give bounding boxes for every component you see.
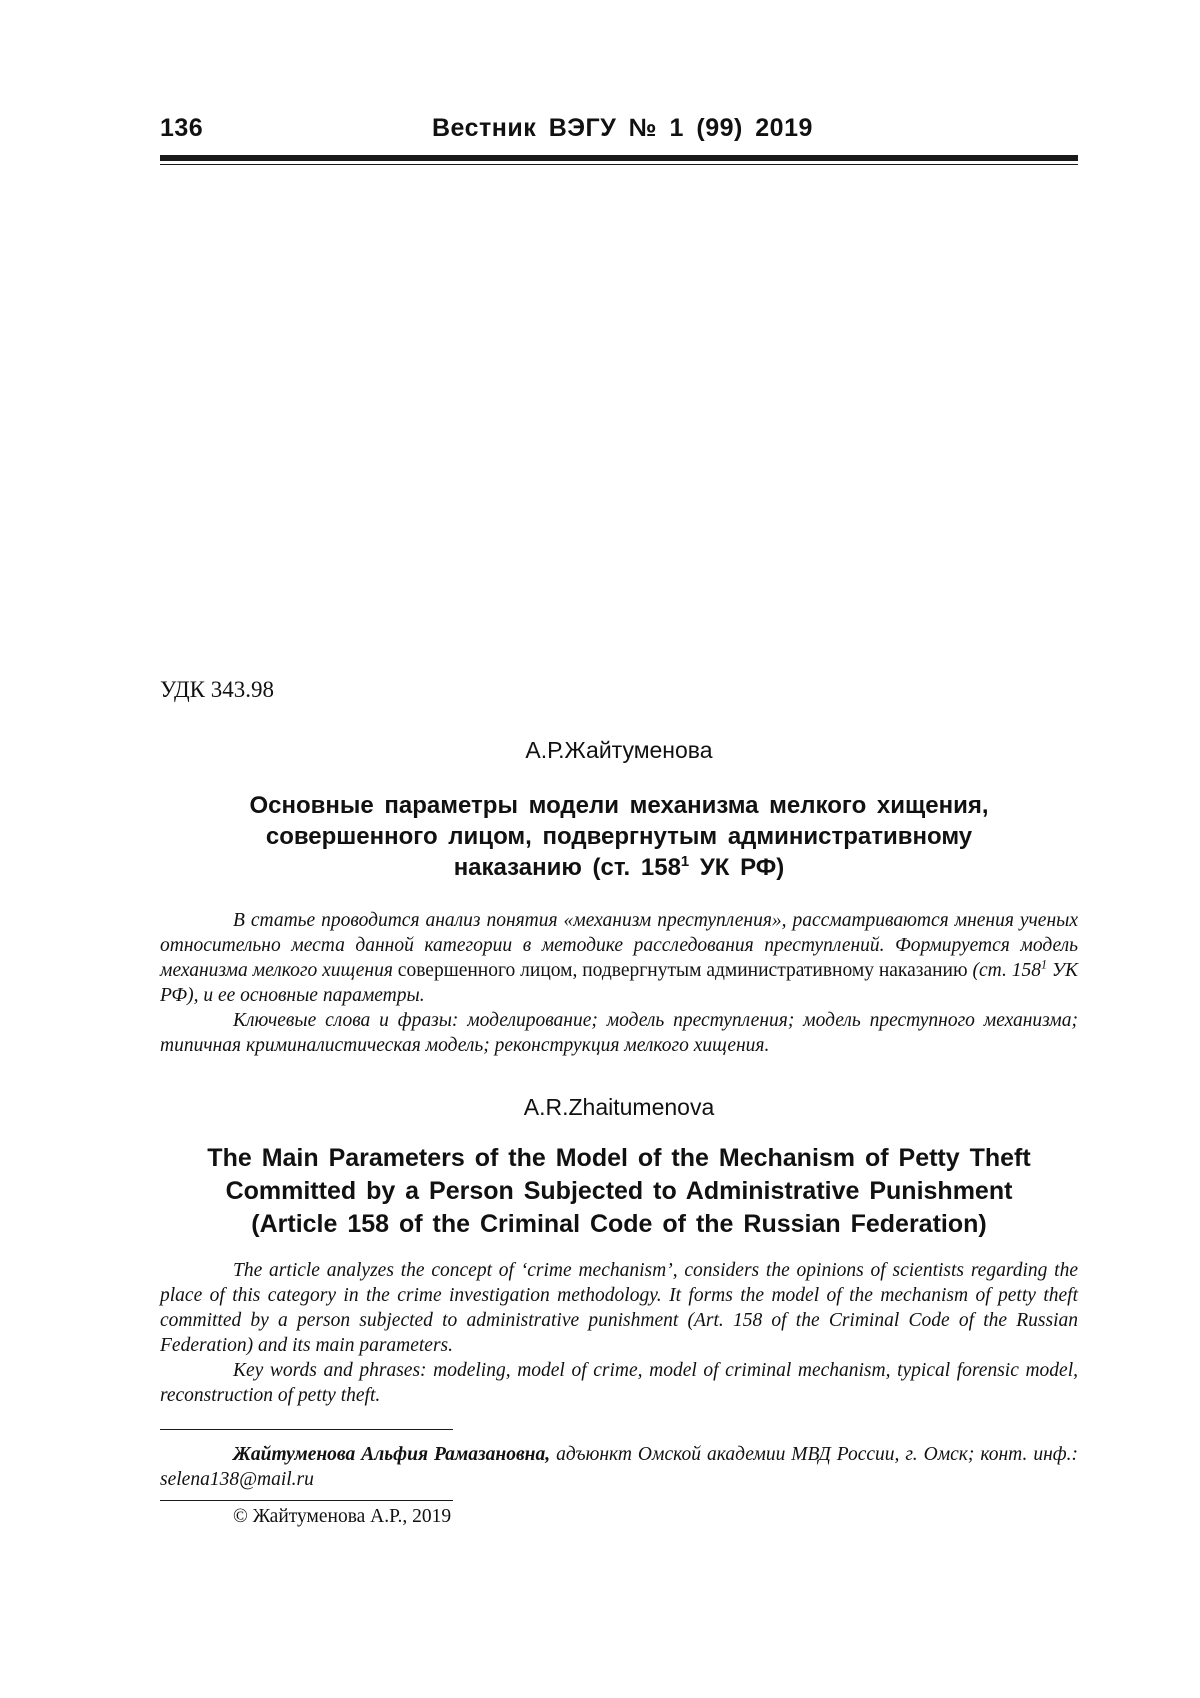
author-footnote-paragraph <box>160 1442 1078 1492</box>
abstract-ru-text-b: совершенного лицом, подвергнутым административному наказанию <box>392 960 973 981</box>
abstract-en-paragraph: The article analyzes the concept of ‘crime mechanism’, considers the opinions of scientists regarding the place of this category in the crime investigation methodology. It forms the model of the mechanism of petty theft committed by a person subjected to administrative punishment (Art. 158 of the Criminal Code of the Russian Federation) and its main parameters. <box>160 1260 1078 1356</box>
author-footnote <box>160 1442 1078 1492</box>
footnote-author-name: Жайтуменова Альфия Рамазановна, <box>233 1444 551 1465</box>
keywords-ru: Ключевые слова и фразы: моделирование; модель преступления; модель преступного механизма; типичная криминалистическая модель; реконструкция мелкого хищения. <box>160 1010 1078 1056</box>
title-en-line: (Article 158 of the Criminal Code of the Russian Federation) <box>251 1210 987 1238</box>
footnote-rule <box>160 1429 453 1430</box>
abstract-ru-paragraph <box>160 908 1078 1008</box>
abstract-ru-text-d: УК РФ), и ее основные параметры. <box>160 960 1078 1006</box>
journal-title: Вестник ВЭГУ № 1 (99) 2019 <box>432 114 813 142</box>
author-en: A.R.Zhaitumenova <box>523 1094 715 1120</box>
udc-code: УДК 343.98 <box>160 677 274 702</box>
title-ru-line <box>160 852 1078 883</box>
title-en-line: The Main Parameters of the Model of the Mechanism of Petty Theft <box>207 1144 1031 1172</box>
author-ru: А.Р.Жайтуменова <box>525 737 713 763</box>
keywords-en: Key words and phrases: modeling, model of crime, model of criminal mechanism, typical forensic model, reconstruction of petty theft. <box>160 1360 1078 1406</box>
header-rule-thin <box>160 164 1078 165</box>
abstract-ru-superscript: 1 <box>1040 957 1048 972</box>
article-title-en <box>160 1142 1078 1241</box>
copyright-notice: © Жайтуменова А.Р., 2019 <box>233 1506 452 1527</box>
page-number: 136 <box>160 114 204 142</box>
footnote-author-info: адъюнкт Омской академии МВД России, г. Омск; конт. инф.: selena138@mail.ru <box>160 1444 1078 1490</box>
copyright-rule <box>160 1500 453 1501</box>
title-ru-line: Основные параметры модели механизма мелкого хищения, <box>249 792 989 819</box>
title-ru-line: совершенного лицом, подвергнутым административному <box>265 823 973 850</box>
article-title-ru <box>160 790 1078 883</box>
header-rule-thick <box>160 155 1078 161</box>
title-ru-line3-text: наказанию (ст. 158 <box>453 854 681 881</box>
abstract-en <box>160 1258 1078 1408</box>
abstract-ru-text-c: (ст. 158 <box>972 960 1041 981</box>
abstract-ru <box>160 908 1078 1058</box>
abstract-ru-text-a: В статье проводится анализ понятия «механизм преступления», рассматриваются мнения ученых относительно места данной категории в методике расследования преступлений. Формируется модель механизма мелкого хищения <box>160 910 1078 981</box>
title-ru-superscript: 1 <box>680 854 690 870</box>
title-en-line: Committed by a Person Subjected to Administrative Punishment <box>225 1177 1013 1205</box>
title-ru-line3-end: УК РФ) <box>689 854 785 881</box>
